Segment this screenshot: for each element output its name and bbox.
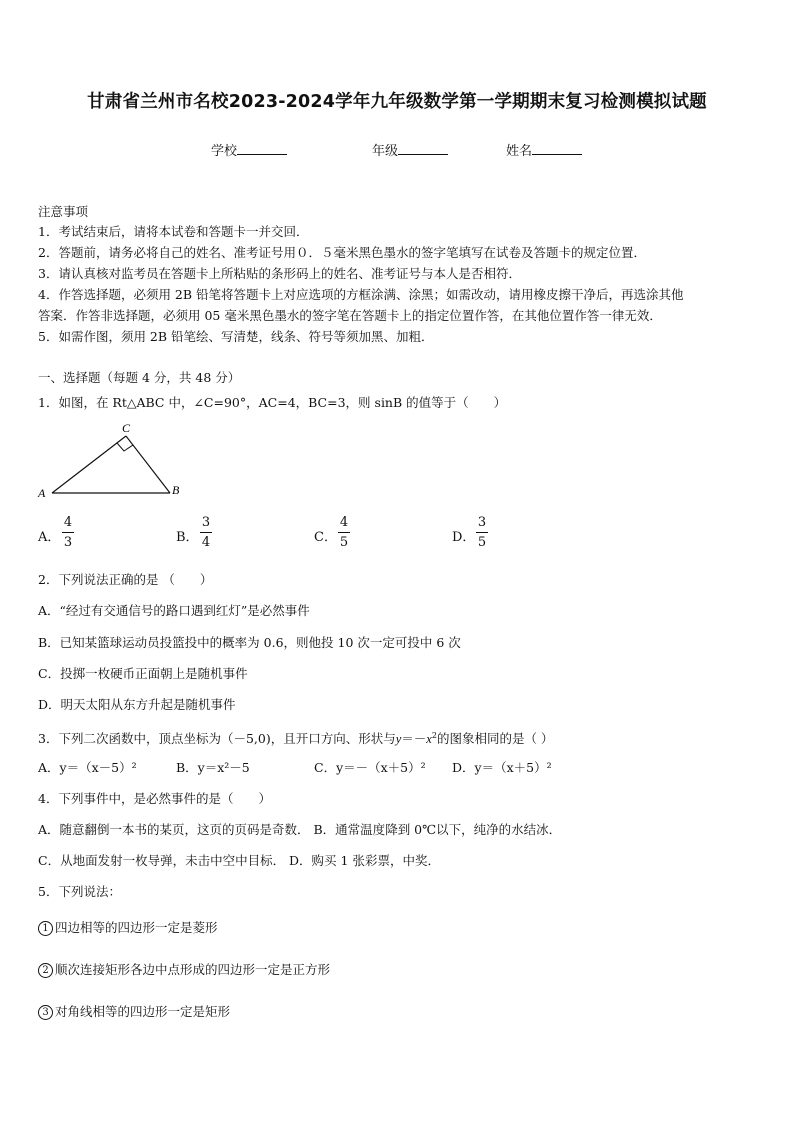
- q5-statement-2-text: 顺次连接矩形各边中点形成的四边形一定是正方形: [55, 962, 331, 977]
- q1-option-c-frac[interactable]: [338, 515, 350, 550]
- section-heading: 一、选择题（每题 4 分，共 48 分）: [38, 370, 241, 385]
- q4-stem: 4．下列事件中，是必然事件的是（ ）: [38, 791, 271, 806]
- name-field: [506, 140, 582, 159]
- q2-option-d[interactable]: D．明天太阳从东方升起是随机事件: [38, 697, 236, 712]
- q1-d-num: 3: [477, 515, 487, 530]
- circled-number-1: 1: [38, 921, 53, 936]
- q3-stem-tail: 的图象相同的是（ ）: [436, 731, 554, 747]
- q1-option-b-label: B．: [176, 530, 199, 545]
- q1-option-d-label: D．: [452, 530, 476, 545]
- grade-label: 年级: [372, 144, 399, 159]
- q1-d-den: 5: [477, 535, 487, 550]
- q5-stem: 5．下列说法：: [38, 884, 121, 899]
- q1-b-num: 3: [201, 515, 211, 530]
- circled-number-3: 3: [38, 1005, 53, 1020]
- q3-option-b[interactable]: B．y＝x²－5: [176, 760, 250, 775]
- notice-item-4: 4．作答选择题，必须用 2B 铅笔将答题卡上对应选项的方框涂满、涂黑；如需改动，请用橡皮擦干净后，再选涂其他: [38, 287, 684, 302]
- vertex-c-label: C: [122, 421, 131, 435]
- q3-option-a[interactable]: A．y＝（x－5）²: [38, 760, 137, 775]
- q1-option-a-frac[interactable]: [62, 515, 74, 550]
- q3-stem-y: y: [395, 732, 402, 747]
- q5-statement-2: [38, 962, 330, 978]
- q1-option-b-frac[interactable]: [200, 515, 212, 550]
- q3-stem: 3．下列二次函数中，顶点坐标为（－5,0)，且开口方向、形状与$y=-x^2$的图象相同的是（ ）: [38, 731, 554, 747]
- school-field: [211, 140, 287, 159]
- q3-option-c[interactable]: C．y＝－（x＋5）²: [314, 760, 426, 775]
- q1-option-c-label: C．: [314, 530, 337, 545]
- notice-item-4-cont: 答案．作答非选择题，必须用 05 毫米黑色墨水的签字笔在答题卡上的指定位置作答，在其他位置作答一律无效．: [38, 308, 662, 323]
- q5-statement-3: [38, 1004, 230, 1020]
- grade-blank[interactable]: [398, 141, 448, 155]
- q1-c-den: 5: [339, 535, 349, 550]
- q2-option-b[interactable]: B．已知某篮球运动员投篮投中的概率为 0.6，则他投 10 次一定可投中 6 次: [38, 635, 461, 650]
- q1-a-den: 3: [63, 535, 73, 550]
- side-ac: [52, 436, 126, 493]
- q3-option-d[interactable]: D．y＝（x＋5）²: [452, 760, 552, 775]
- notice-heading: 注意事项: [38, 204, 89, 219]
- q2-stem: 2．下列说法正确的是 （ ）: [38, 572, 213, 587]
- q1-c-num: 4: [339, 515, 349, 530]
- q4-options-ab[interactable]: A．随意翻倒一本书的某页，这页的页码是奇数． B．通常温度降到 0℃以下，纯净的水结冰．: [38, 822, 562, 837]
- vertex-a-label: A: [38, 486, 46, 500]
- q1-triangle-figure: [36, 418, 196, 508]
- notice-item-3: 3．请认真核对监考员在答题卡上所粘贴的条形码上的姓名、准考证号与本人是否相符．: [38, 266, 521, 281]
- q4-options-cd[interactable]: C．从地面发射一枚导弹，未击中空中目标． D．购买 1 张彩票，中奖．: [38, 853, 440, 868]
- exam-title: 甘肃省兰州市名校2023-2024学年九年级数学第一学期期末复习检测模拟试题: [87, 92, 707, 112]
- name-blank[interactable]: [532, 141, 582, 155]
- side-bc: [126, 436, 170, 493]
- q1-b-den: 4: [201, 535, 211, 550]
- q2-option-c[interactable]: C．投掷一枚硬币正面朝上是随机事件: [38, 666, 248, 681]
- q5-statement-3-text: 对角线相等的四边形一定是矩形: [55, 1004, 231, 1019]
- school-label: 学校: [211, 144, 238, 159]
- q3-stem-x: x: [426, 732, 432, 747]
- q3-stem-eq: ＝－: [401, 731, 427, 747]
- q1-option-a-label: A．: [38, 530, 61, 545]
- q1-stem: 1．如图，在 Rt△ABC 中，∠C=90°，AC=4，BC=3，则 sinB 的值等于（ ）: [38, 395, 507, 410]
- grade-field: [372, 140, 448, 159]
- notice-item-2: 2．答题前，请务必将自己的姓名、准考证号用０．５毫米黑色墨水的签字笔填写在试卷及答题卡的规定位置．: [38, 245, 646, 260]
- right-angle-mark: [117, 443, 133, 451]
- vertex-b-label: B: [172, 483, 180, 497]
- name-label: 姓名: [506, 144, 533, 159]
- q5-statement-1: [38, 920, 218, 936]
- q2-option-a[interactable]: A．“经过有交通信号的路口遇到红灯”是必然事件: [38, 603, 310, 618]
- circled-number-2: 2: [38, 963, 53, 978]
- notice-item-1: 1．考试结束后，请将本试卷和答题卡一并交回．: [38, 224, 309, 239]
- q3-stem-text: 3．下列二次函数中，顶点坐标为（－5,0)，且开口方向、形状与: [38, 731, 396, 747]
- q1-a-num: 4: [63, 515, 73, 530]
- q5-statement-1-text: 四边相等的四边形一定是菱形: [55, 920, 218, 935]
- school-blank[interactable]: [237, 141, 287, 155]
- q1-option-d-frac[interactable]: [476, 515, 488, 550]
- notice-item-5: 5．如需作图，须用 2B 铅笔绘、写清楚，线条、符号等须加黑、加粗．: [38, 329, 434, 344]
